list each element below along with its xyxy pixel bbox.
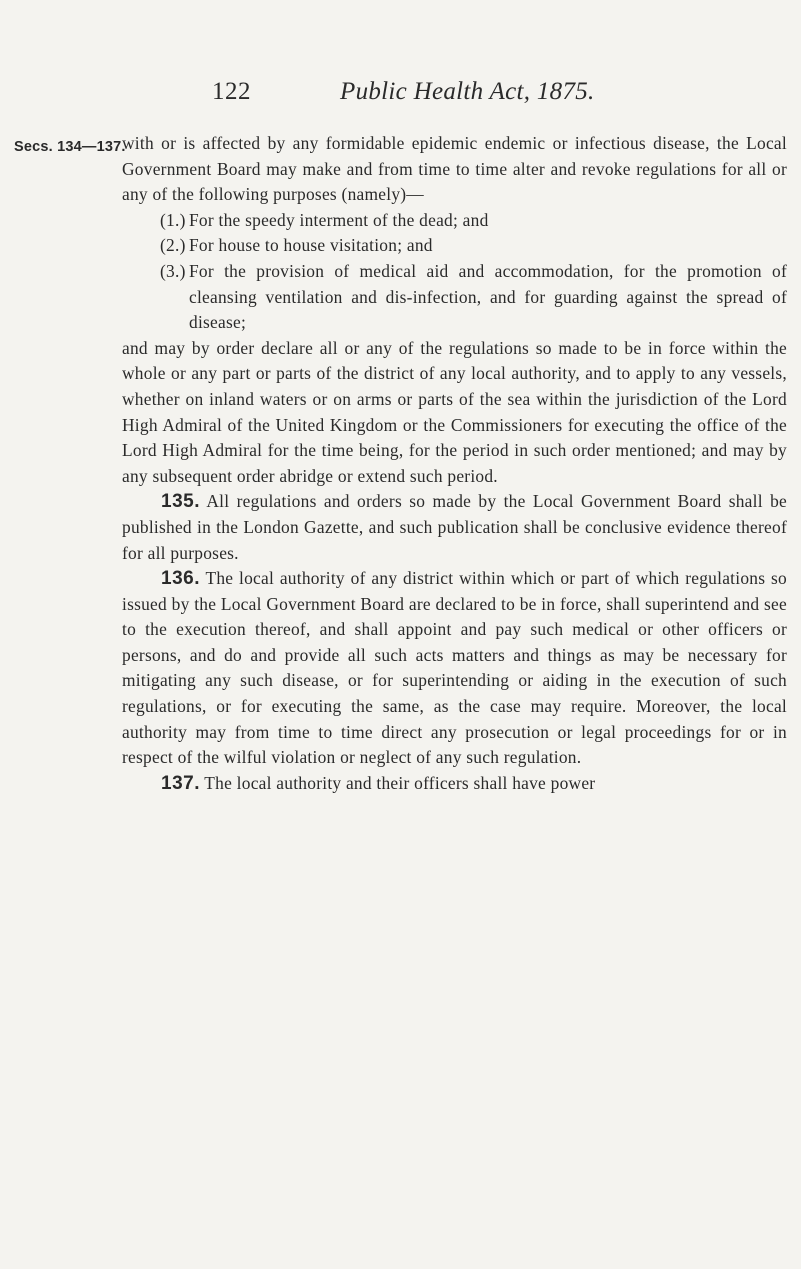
list-item-text: For house to house visitation; and: [189, 235, 433, 256]
continuation-paragraph: and may by order declare all or any of the regulations so made to be in force within the whole or any part or parts of the district of any local authority, and to apply to any vessels, whether on inland waters or on arms or parts of the sea within the jurisdiction of the Lord High Admiral of the United Kingdom or the Commissioners for executing the office of the Lord High Admiral for the time being, for the period in such order mentioned; and may by any subsequent order abridge or extend such period.: [122, 337, 787, 486]
list-item-number: (1.): [160, 209, 186, 230]
section-137: [122, 771, 787, 797]
section-136: [122, 566, 787, 771]
list-item-number: (2.): [160, 235, 186, 256]
list-item-text: For the speedy interment of the dead; and: [189, 209, 489, 230]
section-number: 137.: [161, 772, 200, 794]
list-item-text: For the provision of medical aid and accommodation, for the promotion of cleansing ventilation and dis-infection, and for guarding against the spread of disease;: [189, 260, 787, 333]
section-number: 136.: [161, 568, 200, 590]
section-text: The local authority and their officers shall have power: [204, 772, 596, 793]
section-text: All regulations and orders so made by the Local Government Board shall be published in the London Gazette, and such publication shall be conclusive evidence thereof for all purposes.: [122, 491, 787, 563]
purposes-list: [122, 208, 787, 336]
section-135: [122, 489, 787, 566]
page-header: [0, 78, 801, 112]
list-item: [122, 259, 787, 336]
list-item: [122, 208, 787, 234]
page-number: 122: [212, 78, 251, 105]
section-number: 135.: [161, 491, 200, 513]
running-title: Public Health Act, 1875.: [340, 78, 595, 105]
list-item: [122, 233, 787, 259]
section-text: The local authority of any district within which or part of which regulations so issued by the Local Government Board are declared to be in force, shall superintend and see to the execution thereof, and shall appoint and pay such medical or other officers or persons, and do and provide all such acts matters and things as may be necessary for mitigating any such disease, or for superintending or aiding in the execution of such regulations, or for executing the same, as the case may require. Moreover, the local authority may from time to time direct any prosecution or legal proceedings for or in respect of the wilful violation or neglect of any such regulation.: [122, 568, 787, 768]
margin-note: Secs. 134—137.: [14, 139, 126, 155]
intro-paragraph: with or is affected by any formidable epidemic endemic or infectious disease, the Local Government Board may make and from time to time alter and revoke regulations for all or any of the following purposes (namely)—: [122, 133, 787, 205]
list-item-number: (3.): [160, 260, 186, 281]
body-text: [122, 131, 787, 796]
